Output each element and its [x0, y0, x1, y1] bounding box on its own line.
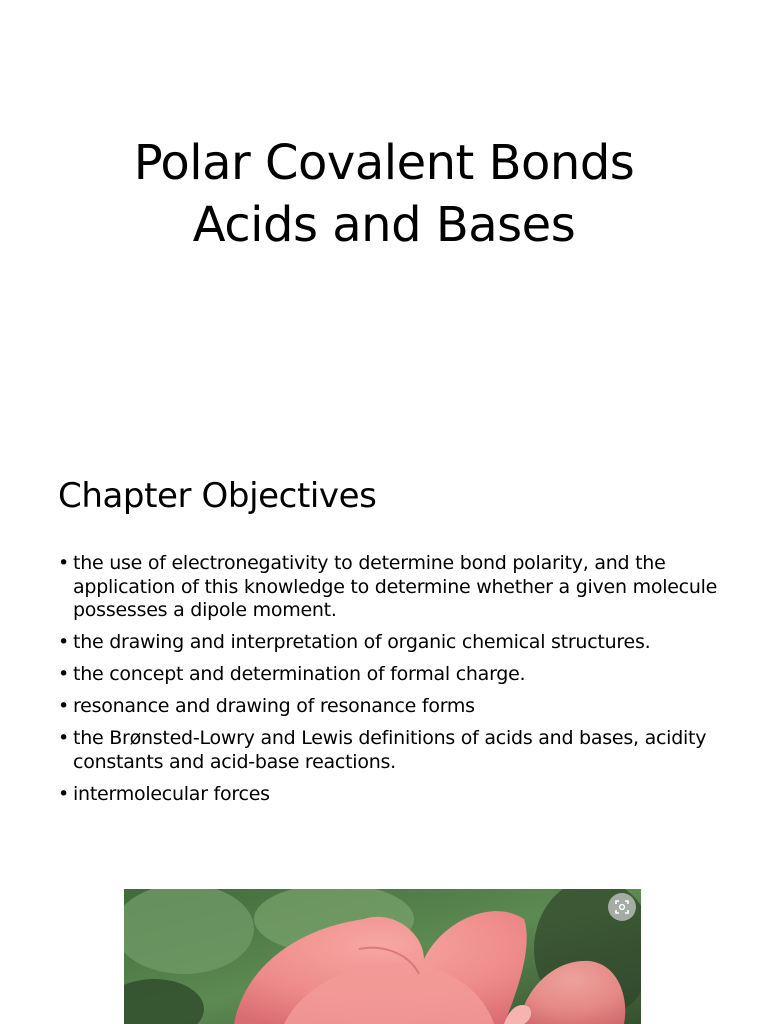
bullet-mark: •: [58, 695, 69, 717]
title-line-1: Polar Covalent Bonds: [133, 135, 635, 191]
list-item: • resonance and drawing of resonance forms: [58, 695, 475, 717]
bullet-mark: •: [58, 552, 69, 574]
list-item: • the drawing and interpretation of organic chemical structures.: [58, 631, 651, 653]
title-line-2: Acids and Bases: [192, 197, 576, 253]
objectives-heading: Chapter Objectives: [58, 476, 377, 516]
list-item: • the concept and determination of formal charge.: [58, 663, 526, 685]
list-item: • intermolecular forces: [58, 782, 270, 805]
poppy-flower-photo: [124, 889, 641, 1024]
slide-title: [0, 132, 768, 256]
bullet-mark: •: [58, 727, 69, 749]
bullet-mark: •: [58, 782, 69, 805]
objectives-list: [58, 552, 718, 815]
list-item: • the Brønsted-Lowry and Lewis definitions of acids and bases, acidity constants and acid-base reactions.: [58, 727, 707, 773]
poppy-illustration: [124, 889, 641, 1024]
bullet-mark: •: [58, 631, 69, 653]
bullet-mark: •: [58, 663, 69, 685]
list-item: • the use of electronegativity to determine bond polarity, and the application of this knowledge to determine whether a given molecule possesses a dipole moment.: [58, 552, 718, 621]
visual-search-icon[interactable]: [608, 893, 636, 921]
